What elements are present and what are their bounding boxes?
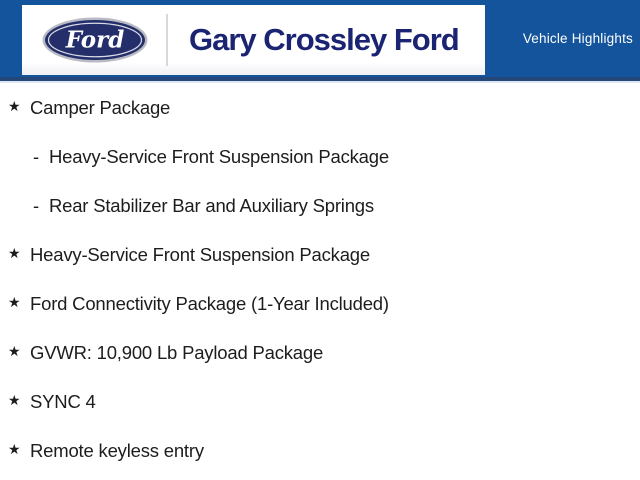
highlight-sub-label: Rear Stabilizer Bar and Auxiliary Springs [48,194,374,216]
highlight-item [0,426,640,475]
highlight-label: Ford Connectivity Package (1-Year Included) [30,292,389,314]
highlight-item [0,377,640,426]
ford-logo-icon [42,17,148,63]
star-bullet-icon: ★ [8,294,21,310]
dealer-logo-box [22,5,485,75]
highlights-list [0,81,640,475]
star-bullet-icon: ★ [8,245,21,261]
logo-divider [166,14,168,66]
dash-prefix-icon: - [33,194,39,216]
highlight-item [0,230,640,279]
highlight-sub-item [0,181,640,230]
star-bullet-icon: ★ [8,392,21,408]
highlight-sub-label: Heavy-Service Front Suspension Package [48,145,389,167]
highlight-label: SYNC 4 [30,390,96,412]
ford-logo-text: Ford [65,26,125,54]
highlight-label: Heavy-Service Front Suspension Package [30,243,370,265]
star-bullet-icon: ★ [8,343,21,359]
header [0,0,640,81]
highlight-label: GVWR: 10,900 Lb Payload Package [30,341,324,363]
highlight-label: Remote keyless entry [30,439,204,461]
highlight-item [0,328,640,377]
page-title: Vehicle Highlights [522,31,633,46]
highlight-sub-item [0,132,640,181]
dealer-name: Gary Crossley Ford [189,22,459,57]
star-bullet-icon: ★ [8,441,21,457]
dash-prefix-icon: - [33,145,39,167]
highlight-item [0,279,640,328]
highlight-label: Camper Package [30,96,171,118]
star-bullet-icon: ★ [8,98,21,114]
highlight-item [0,83,640,132]
